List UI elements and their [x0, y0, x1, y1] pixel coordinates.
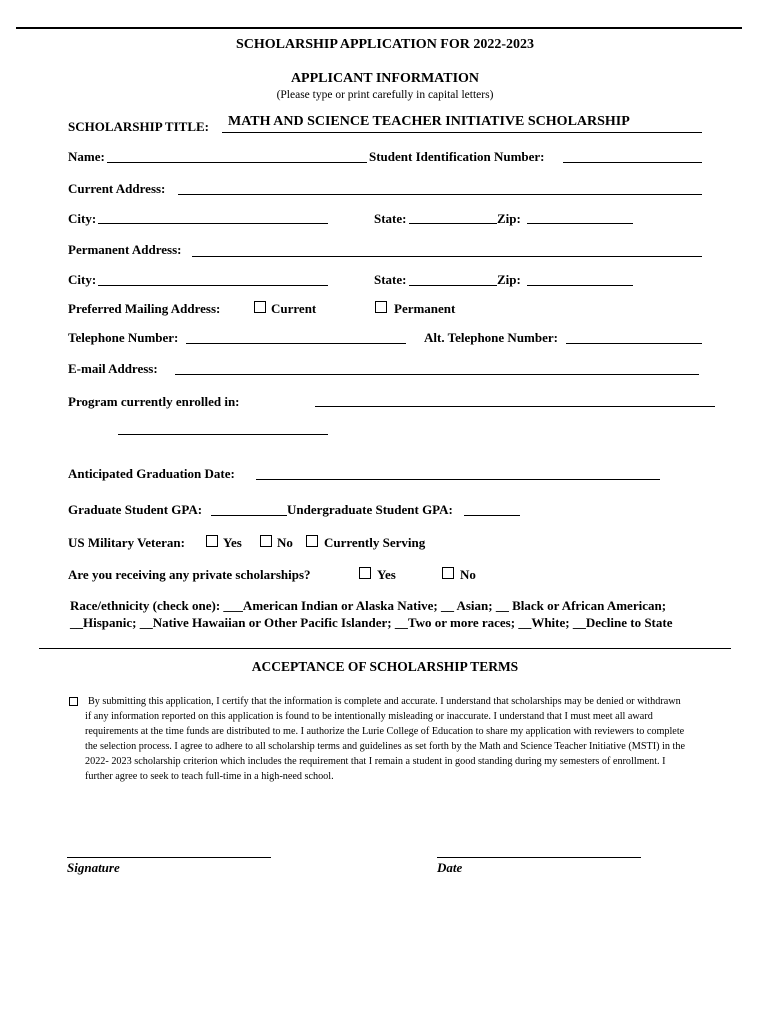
- scholarship-title-line: [222, 132, 702, 133]
- section-divider: [39, 648, 731, 649]
- city-label: City:: [68, 211, 97, 226]
- graduation-label: Anticipated Graduation Date:: [68, 466, 235, 481]
- permanent-option-label: Permanent: [394, 301, 456, 316]
- private-no-label: No: [460, 567, 476, 582]
- terms-heading: ACCEPTANCE OF SCHOLARSHIP TERMS: [251, 659, 519, 674]
- city-field[interactable]: [98, 223, 328, 224]
- signature-label: Signature: [67, 860, 120, 875]
- veteran-serving-checkbox[interactable]: [306, 535, 318, 547]
- telephone-label: Telephone Number:: [68, 330, 179, 345]
- name-label: Name:: [68, 149, 105, 164]
- state-field[interactable]: [409, 223, 497, 224]
- zip-field-2[interactable]: [527, 285, 633, 286]
- name-field[interactable]: [107, 162, 367, 163]
- zip-label: Zip:: [497, 211, 521, 226]
- race-line-2[interactable]: __Hispanic; __Native Hawaiian or Other Pacific Islander; __Two or more races; __White; __Decline to State: [70, 615, 673, 630]
- undergrad-gpa-field[interactable]: [464, 515, 520, 516]
- veteran-yes-checkbox[interactable]: [206, 535, 218, 547]
- alt-telephone-label: Alt. Telephone Number:: [424, 330, 558, 345]
- veteran-yes-label: Yes: [223, 535, 242, 550]
- zip-field[interactable]: [527, 223, 633, 224]
- current-address-label: Current Address:: [68, 181, 166, 196]
- veteran-no-label: No: [277, 535, 293, 550]
- graduation-field[interactable]: [256, 479, 660, 480]
- city-field-2[interactable]: [98, 285, 328, 286]
- terms-checkbox[interactable]: [69, 697, 78, 706]
- email-field[interactable]: [175, 374, 699, 375]
- program-field[interactable]: [315, 406, 715, 407]
- permanent-checkbox[interactable]: [375, 301, 387, 313]
- email-label: E-mail Address:: [68, 361, 158, 376]
- veteran-no-checkbox[interactable]: [260, 535, 272, 547]
- form-title: SCHOLARSHIP APPLICATION FOR 2022-2023: [235, 37, 535, 52]
- scholarship-title-value[interactable]: MATH AND SCIENCE TEACHER INITIATIVE SCHOLARSHIP: [228, 114, 630, 129]
- undergrad-gpa-label: Undergraduate Student GPA:: [287, 502, 453, 517]
- permanent-address-field[interactable]: [192, 256, 702, 257]
- private-no-checkbox[interactable]: [442, 567, 454, 579]
- scholarship-title-label: SCHOLARSHIP TITLE:: [68, 119, 210, 134]
- private-yes-checkbox[interactable]: [359, 567, 371, 579]
- date-label: Date: [437, 860, 463, 875]
- telephone-field[interactable]: [186, 343, 406, 344]
- terms-text: By submitting this application, I certify that the information is complete and accurate. I understand that scholarships may be denied or withdrawn if any information reported on this application is found to be intentionally misleading or inaccurate. I understand that I must meet all award requirements at the time funds are distributed to me. I authorize the Lurie College of Education to share my application with reviewers to complete the selection process. I agree to adhere to all scholarship terms and guidelines as set forth by the Math and Science Teacher Initiative (MSTI) in the 2022- 2023 scholarship criterion which includes the requirement that I remain a student in good standing during my semesters of enrollment. I further agree to seek to teach full-time in a high-need school.: [85, 696, 685, 782]
- state-field-2[interactable]: [409, 285, 497, 286]
- top-rule: [16, 27, 742, 29]
- grad-gpa-field[interactable]: [211, 515, 287, 516]
- section-title: APPLICANT INFORMATION: [290, 71, 480, 86]
- program-label: Program currently enrolled in:: [68, 394, 240, 409]
- veteran-serving-label: Currently Serving: [324, 535, 426, 550]
- current-checkbox[interactable]: [254, 301, 266, 313]
- current-option-label: Current: [271, 301, 317, 316]
- preferred-mailing-label: Preferred Mailing Address:: [68, 301, 221, 316]
- private-yes-label: Yes: [377, 567, 396, 582]
- state-label: State:: [374, 211, 407, 226]
- student-id-label: Student Identification Number:: [369, 149, 545, 164]
- veteran-label: US Military Veteran:: [68, 535, 185, 550]
- zip-label-2: Zip:: [497, 272, 521, 287]
- race-line-1[interactable]: Race/ethnicity (check one): ___American Indian or Alaska Native; __ Asian; __ Black or African American;: [70, 598, 667, 613]
- grad-gpa-label: Graduate Student GPA:: [68, 502, 203, 517]
- program-field-2[interactable]: [118, 434, 328, 435]
- city-label-2: City:: [68, 272, 97, 287]
- signature-field[interactable]: [67, 857, 271, 858]
- state-label-2: State:: [374, 272, 407, 287]
- permanent-address-label: Permanent Address:: [68, 242, 182, 257]
- alt-telephone-field[interactable]: [566, 343, 702, 344]
- private-scholarship-label: Are you receiving any private scholarships?: [68, 567, 311, 582]
- instruction-text: (Please type or print carefully in capital letters): [276, 89, 494, 101]
- current-address-field[interactable]: [178, 194, 702, 195]
- date-field[interactable]: [437, 857, 641, 858]
- student-id-field[interactable]: [563, 162, 702, 163]
